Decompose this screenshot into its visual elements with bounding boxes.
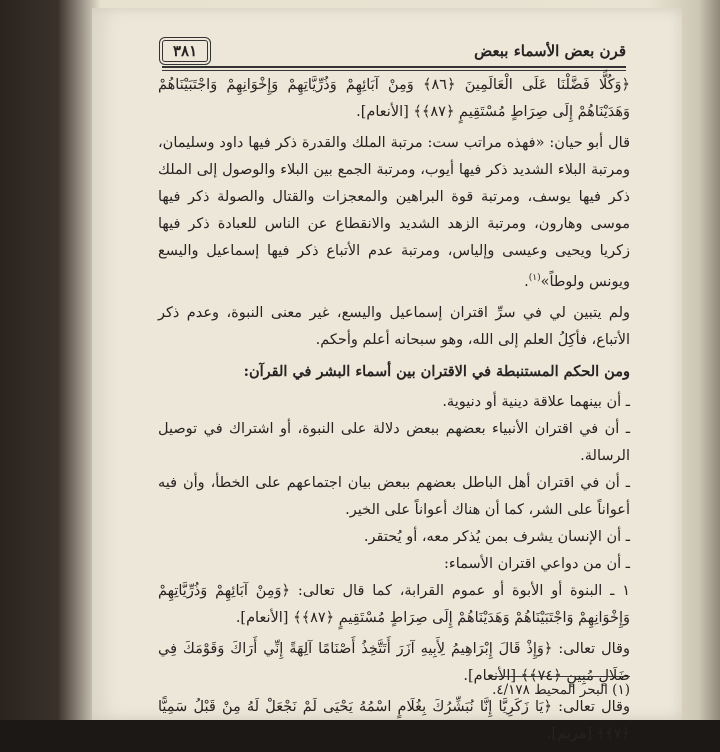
list-item: ـ أن في اقتران الأنبياء بعضهم ببعض دلالة على النبوة، أو اشتراك في توصيل الرسالة. (158, 420, 630, 464)
section-heading: ومن الحكم المستنبطة في الاقتران بين أسماء البشر في القرآن: (243, 362, 630, 380)
footnote-rule (490, 676, 630, 677)
header-rule (162, 66, 626, 71)
commentary-paragraph: ولم يتبين لي في سرِّ اقتران إسماعيل واليسع، غير معنى النبوة، وعدم ذكر الأتباع، فأكِلُ العلم إلى الله، وهو سبحانه أعلم وأحكم. (158, 304, 630, 348)
wisdom-list (158, 389, 630, 578)
example-paragraph: وقال تعالى: ﴿وَإِذْ قَالَ إِبْرَاهِيمُ لِأَبِيهِ آزَرَ أَتَتَّخِذُ أَصْنَامًا آلِهَةً إِنِّي أَرَاكَ وَقَوْمَكَ فِي ضَلَالٍ مُبِينٍ ﴿٧٤﴾﴾ [الأنعام]. (158, 640, 630, 684)
list-item: ـ أن بينهما علاقة دينية أو دنيوية. (442, 393, 630, 410)
page-body (158, 72, 630, 752)
list-item: ـ أن في اقتران أهل الباطل بعضهم ببعض بيان اجتماعهم على الخطأ، وأن فيه أعواناً على الشر، كما أن هناك أعواناً على الخير. (158, 474, 630, 518)
quote-text: قال أبو حيان: «فهذه مراتب ست: مرتبة الملك والقدرة ذكر فيها داود وسليمان، ومرتبة البلاء الشديد ذكر فيها أيوب، ومرتبة الجمع بين البلاء والوصول إلى الملك ذكر فيها يوسف، ومرتبة قوة البراهين والمعجزات والقتال والصولة ذكر فيها موسى وهارون، ومرتبة الزهد الشديد والانقطاع عن الناس للعبادة ذكر فيها زكريا ويحيى وعيسى وإلياس، ومرتبة عدم الأتباع ذكر فيها إسماعيل واليسع ويونس ولوطاً» (158, 135, 630, 290)
footnote-ref: (١) (528, 273, 541, 283)
page-number: ٣٨١ (162, 40, 208, 62)
list-item: ـ أن الإنسان يشرف بمن يُذكر معه، أو يُحتقر. (363, 528, 630, 545)
quran-verse: ﴿وَكُلًّا فَضَّلْنَا عَلَى الْعَالَمِينَ ﴿٨٦﴾ وَمِنْ آبَائِهِمْ وَذُرِّيَّاتِهِمْ وَإِخْوَانِهِمْ وَاجْتَبَيْنَاهُمْ وَهَدَيْنَاهُمْ إِلَى صِرَاطٍ مُسْتَقِيمٍ ﴿٨٧﴾﴾ [الأنعام]. (158, 77, 630, 120)
running-title: قرن بعض الأسماء ببعض (474, 42, 626, 60)
list-item: ـ أن من دواعي اقتران الأسماء: (444, 555, 630, 572)
example-paragraph: ١ ـ البنوة أو الأبوة أو عموم القرابة، كما قال تعالى: ﴿وَمِنْ آبَائِهِمْ وَذُرِّيَّاتِهِمْ وَإِخْوَانِهِمْ وَاجْتَبَيْنَاهُمْ وَهَدَيْنَاهُمْ إِلَى صِرَاطٍ مُسْتَقِيمٍ ﴿٨٧﴾﴾ [الأنعام]. (158, 582, 630, 626)
quote-paragraph: قال أبو حيان: «فهذه مراتب ست: مرتبة الملك والقدرة ذكر فيها داود وسليمان، ومرتبة البلاء الشديد ذكر فيها أيوب، ومرتبة الجمع بين البلاء والوصول إلى الملك ذكر فيها يوسف، ومرتبة قوة البراهين والمعجزات والقتال والصولة ذكر فيها موسى وهارون، ومرتبة الزهد الشديد والانقطاع عن الناس للعبادة ذكر فيها زكريا ويحيى وعيسى وإلياس، ومرتبة عدم الأتباع ذكر فيها إسماعيل واليسع ويونس ولوطاً»$^{(١)}$. (158, 135, 630, 290)
page-header (162, 38, 626, 64)
footnote: (١) البحر المحيط ٤/١٧٨. (492, 682, 630, 698)
example-paragraph: وقال تعالى: ﴿يَا زَكَرِيَّا إِنَّا نُبَشِّرُكَ بِغُلَامٍ اسْمُهُ يَحْيَى لَمْ نَجْعَلْ لَهُ مِنْ قَبْلُ سَمِيًّا ﴿٧﴾﴾ [مريم]. (158, 698, 630, 742)
book-page (92, 8, 682, 742)
